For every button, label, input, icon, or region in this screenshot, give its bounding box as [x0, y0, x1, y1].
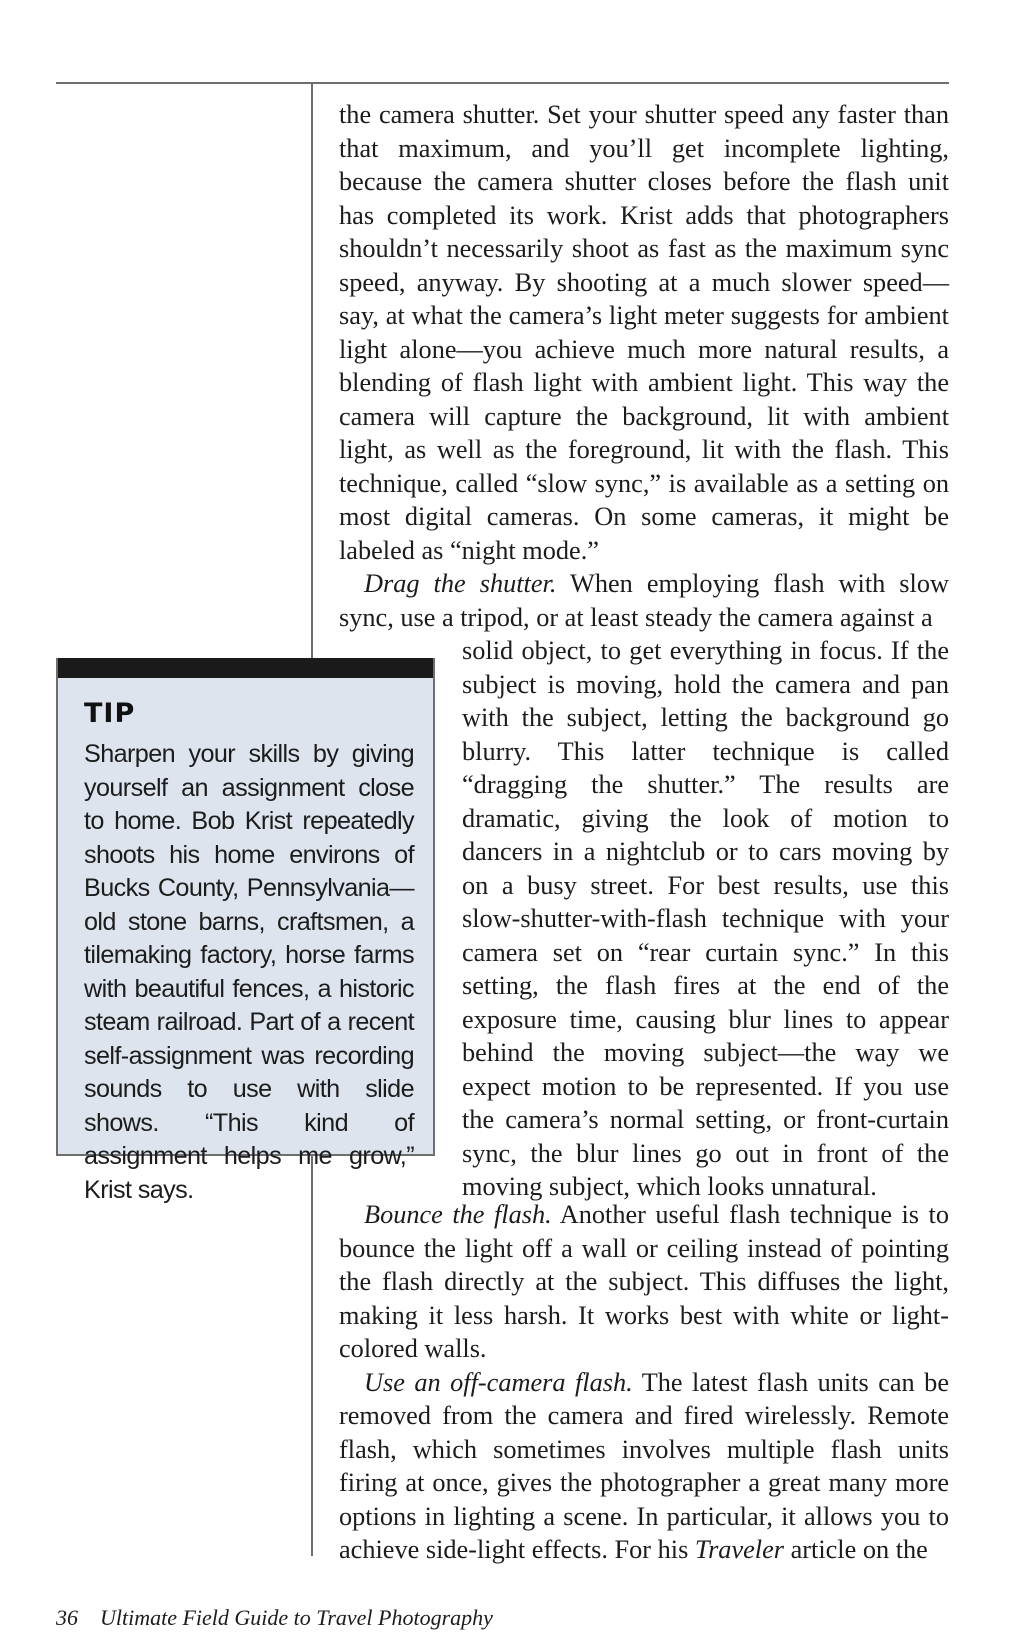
body-text-lower [339, 1198, 949, 1567]
bounce-flash-text: Another useful flash technique is to bounce the light off a wall or ceiling instead of pointing the flash directly at the subject. This diffuses the light, making it less harsh. It works best with white or light-colored walls. [339, 1200, 949, 1363]
body-text-upper [339, 98, 949, 634]
book-title: Ultimate Field Guide to Travel Photography [100, 1605, 493, 1630]
heading-off-camera-flash: Use an off-camera flash. [364, 1367, 633, 1397]
heading-bounce-flash: Bounce the flash. [364, 1200, 552, 1229]
top-rule [56, 82, 949, 84]
heading-drag-shutter: Drag the shutter. [364, 569, 557, 598]
paragraph-slow-sync: the camera shutter. Set your shutter speed any faster than that maximum, and you’ll get incomplete lighting, because the camera shutter closes before the flash unit has completed its work. Krist adds that photographers shouldn’t necessarily shoot as fast as the maximum sync speed, anyway. By shooting at a much slower speed—say, at what the camera’s light meter suggests for ambient light alone—you achieve much more natural results, a blending of flash light with ambient light. This way the camera will capture the background, lit with ambient light, as well as the foreground, lit with the flash. This technique, called “slow sync,” is available as a setting on most digital cameras. On some cameras, it might be labeled as “night mode.” [339, 100, 949, 565]
body-text-wrapped [462, 634, 949, 1204]
off-camera-flash-end: article on the [790, 1535, 928, 1564]
tip-body: Sharpen your skills by giving yourself an assignment close to home. Bob Krist repeatedly shoots his home environs of Bucks County, Pennsylvania—old stone barns, craftsmen, a tilemaking factory, horse farms with beautiful fences, a historic steam railroad. Part of a recent self-assignment was recording sounds to use with slide shows. “This kind of assignment helps me grow,” Krist says. [84, 740, 414, 1204]
page-footer [56, 1605, 493, 1631]
drag-shutter-text-start: When employing flash with slow sync, use a tripod, or at least steady the camera against a [339, 569, 949, 632]
paragraph-drag-shutter-cont: solid object, to get everything in focus. If the subject is moving, hold the camera and pan with the subject, letting the background go blurry. This latter technique is called “dragging the shutter.” The results are dramatic, giving the look of motion to dancers in a nightclub or to cars moving by on a busy street. For best results, use this slow-shutter-with-flash technique with your camera set on “rear curtain sync.” In this setting, the flash fires at the end of the exposure time, causing blur lines to appear behind the moving subject—the way we expect motion to be represented. If you use the camera’s normal setting, or front-curtain sync, the blur lines go out in front of the moving subject, which looks unnatural. [462, 636, 949, 1201]
traveler-italic: Traveler [694, 1535, 785, 1564]
paragraph-off-camera-flash [339, 1366, 949, 1567]
tip-title: TIP [84, 698, 136, 729]
tip-header-bar [58, 658, 433, 678]
paragraph-drag-shutter-start [339, 567, 949, 634]
off-camera-flash-text: The latest flash units can be removed from the camera and fired wirelessly. Remote flash, which sometimes involves multiple flash units firing at once, gives the photographer a great many more options in lighting a scene. In particular, it allows you to achieve side-light effects. For his [339, 1367, 949, 1564]
paragraph-bounce-flash [339, 1198, 949, 1366]
page-number: 36 [56, 1605, 78, 1630]
tip-sidebar [56, 658, 435, 1204]
